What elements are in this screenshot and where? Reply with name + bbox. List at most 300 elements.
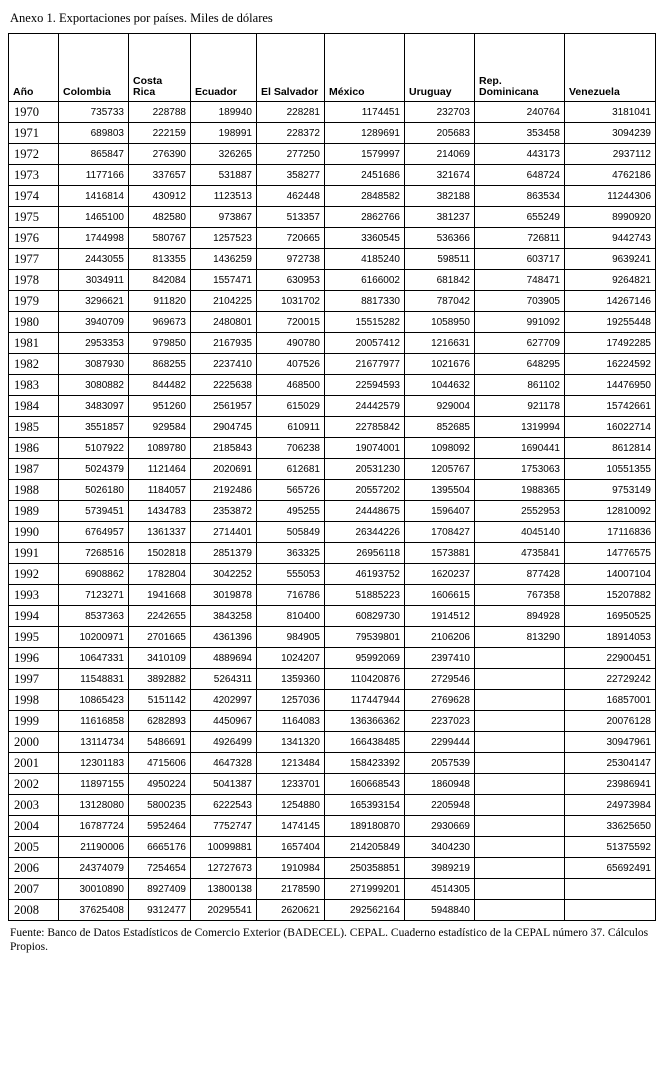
table-cell-value: 8927409 bbox=[129, 879, 191, 900]
table-cell-value: 9312477 bbox=[129, 900, 191, 921]
table-cell-value: 110420876 bbox=[325, 669, 405, 690]
table-cell-value: 1233701 bbox=[257, 774, 325, 795]
table-cell-value: 2397410 bbox=[405, 648, 475, 669]
table-cell-value: 10647331 bbox=[59, 648, 129, 669]
table-cell-value: 1341320 bbox=[257, 732, 325, 753]
table-cell-value: 2167935 bbox=[191, 333, 257, 354]
table-cell-value: 3019878 bbox=[191, 585, 257, 606]
table-cell-value: 2299444 bbox=[405, 732, 475, 753]
table-cell-value: 681842 bbox=[405, 270, 475, 291]
table-cell-value: 189940 bbox=[191, 102, 257, 123]
table-cell-year: 1983 bbox=[9, 375, 59, 396]
table-cell-value: 430912 bbox=[129, 186, 191, 207]
table-cell-value: 865847 bbox=[59, 144, 129, 165]
table-cell-value: 4185240 bbox=[325, 249, 405, 270]
table-cell-value: 292562164 bbox=[325, 900, 405, 921]
table-cell-value: 1177166 bbox=[59, 165, 129, 186]
table-cell-year: 1974 bbox=[9, 186, 59, 207]
source-note: Fuente: Banco de Datos Estadísticos de Comercio Exterior (BADECEL). CEPAL. Cuaderno estadístico de la CEPAL número 37. Cálculos Propios. bbox=[10, 927, 649, 953]
table-cell-value: 443173 bbox=[475, 144, 565, 165]
table-cell-value: 2480801 bbox=[191, 312, 257, 333]
table-cell-value: 5107922 bbox=[59, 438, 129, 459]
column-header-uruguay: Uruguay bbox=[405, 34, 475, 102]
table-body bbox=[9, 102, 656, 921]
table-row bbox=[9, 480, 656, 501]
table-cell-value: 726811 bbox=[475, 228, 565, 249]
table-cell-year: 1977 bbox=[9, 249, 59, 270]
table-cell-value: 973867 bbox=[191, 207, 257, 228]
table-cell-value: 381237 bbox=[405, 207, 475, 228]
table-cell-value: 842084 bbox=[129, 270, 191, 291]
table-cell-value: 11616858 bbox=[59, 711, 129, 732]
table-cell-year: 1979 bbox=[9, 291, 59, 312]
table-row bbox=[9, 543, 656, 564]
table-cell-year: 1984 bbox=[9, 396, 59, 417]
table-cell-value: 1465100 bbox=[59, 207, 129, 228]
table-row bbox=[9, 144, 656, 165]
table-cell-value: 7123271 bbox=[59, 585, 129, 606]
table-row bbox=[9, 186, 656, 207]
table-cell-value: 3087930 bbox=[59, 354, 129, 375]
table-cell-value: 11244306 bbox=[565, 186, 656, 207]
table-cell-value: 30010890 bbox=[59, 879, 129, 900]
table-cell-value: 8817330 bbox=[325, 291, 405, 312]
table-cell-value: 2192486 bbox=[191, 480, 257, 501]
table-cell-value: 14007104 bbox=[565, 564, 656, 585]
table-cell-value: 189180870 bbox=[325, 816, 405, 837]
table-cell-value: 844482 bbox=[129, 375, 191, 396]
table-cell-value bbox=[475, 837, 565, 858]
table-cell-value: 326265 bbox=[191, 144, 257, 165]
table-cell-value: 1216631 bbox=[405, 333, 475, 354]
table-row bbox=[9, 501, 656, 522]
table-cell-value: 863534 bbox=[475, 186, 565, 207]
table-cell-value: 1557471 bbox=[191, 270, 257, 291]
table-cell-value: 13800138 bbox=[191, 879, 257, 900]
table-cell-value: 3940709 bbox=[59, 312, 129, 333]
table-cell-value: 20295541 bbox=[191, 900, 257, 921]
table-cell-value bbox=[475, 774, 565, 795]
table-cell-value: 1121464 bbox=[129, 459, 191, 480]
table-cell-value: 706238 bbox=[257, 438, 325, 459]
table-cell-value: 7254654 bbox=[129, 858, 191, 879]
table-cell-value: 1436259 bbox=[191, 249, 257, 270]
table-cell-value: 198991 bbox=[191, 123, 257, 144]
table-cell-value bbox=[565, 879, 656, 900]
table-cell-value: 1184057 bbox=[129, 480, 191, 501]
table-cell-value: 1988365 bbox=[475, 480, 565, 501]
table-cell-value: 20531230 bbox=[325, 459, 405, 480]
table-cell-value: 4045140 bbox=[475, 522, 565, 543]
table-cell-value: 5024379 bbox=[59, 459, 129, 480]
table-cell-value: 4762186 bbox=[565, 165, 656, 186]
table-cell-value: 165393154 bbox=[325, 795, 405, 816]
table-cell-value: 3042252 bbox=[191, 564, 257, 585]
table-cell-value: 720015 bbox=[257, 312, 325, 333]
table-cell-value: 991092 bbox=[475, 312, 565, 333]
table-cell-value: 565726 bbox=[257, 480, 325, 501]
table-cell-value: 3181041 bbox=[565, 102, 656, 123]
table-cell-value: 5952464 bbox=[129, 816, 191, 837]
table-cell-value: 1319994 bbox=[475, 417, 565, 438]
table-row bbox=[9, 774, 656, 795]
table-cell-year: 1982 bbox=[9, 354, 59, 375]
column-header-rep-dominicana: Rep. Dominicana bbox=[475, 34, 565, 102]
table-cell-value: 1024207 bbox=[257, 648, 325, 669]
table-row bbox=[9, 879, 656, 900]
table-cell-value: 2620621 bbox=[257, 900, 325, 921]
table-cell-value: 2937112 bbox=[565, 144, 656, 165]
table-cell-value: 3094239 bbox=[565, 123, 656, 144]
table-row bbox=[9, 102, 656, 123]
table-cell-value: 407526 bbox=[257, 354, 325, 375]
table-cell-value: 13128080 bbox=[59, 795, 129, 816]
table-cell-value: 3551857 bbox=[59, 417, 129, 438]
table-cell-value: 2242655 bbox=[129, 606, 191, 627]
table-row bbox=[9, 900, 656, 921]
table-cell-value: 5026180 bbox=[59, 480, 129, 501]
table-cell-value: 20076128 bbox=[565, 711, 656, 732]
table-cell-value: 813355 bbox=[129, 249, 191, 270]
table-cell-value: 1606615 bbox=[405, 585, 475, 606]
table-cell-value bbox=[475, 753, 565, 774]
table-cell-value: 277250 bbox=[257, 144, 325, 165]
table-cell-value: 337657 bbox=[129, 165, 191, 186]
table-row bbox=[9, 690, 656, 711]
table-cell-year: 2006 bbox=[9, 858, 59, 879]
table-cell-value: 1914512 bbox=[405, 606, 475, 627]
table-cell-value: 1021676 bbox=[405, 354, 475, 375]
table-cell-value bbox=[475, 816, 565, 837]
table-cell-value: 1174451 bbox=[325, 102, 405, 123]
table-header bbox=[9, 34, 656, 102]
table-cell-value: 894928 bbox=[475, 606, 565, 627]
table-cell-value: 1359360 bbox=[257, 669, 325, 690]
table-cell-value: 969673 bbox=[129, 312, 191, 333]
table-cell-value: 16787724 bbox=[59, 816, 129, 837]
table-cell-value: 1690441 bbox=[475, 438, 565, 459]
table-cell-year: 1971 bbox=[9, 123, 59, 144]
table-cell-value bbox=[475, 795, 565, 816]
table-cell-value bbox=[475, 858, 565, 879]
table-cell-value: 14776575 bbox=[565, 543, 656, 564]
table-row bbox=[9, 858, 656, 879]
table-cell-value: 6166002 bbox=[325, 270, 405, 291]
table-cell-value: 9639241 bbox=[565, 249, 656, 270]
table-cell-value: 598511 bbox=[405, 249, 475, 270]
table-cell-value: 117447944 bbox=[325, 690, 405, 711]
table-cell-value: 2729546 bbox=[405, 669, 475, 690]
table-cell-value: 612681 bbox=[257, 459, 325, 480]
table-cell-value: 8990920 bbox=[565, 207, 656, 228]
table-cell-year: 1980 bbox=[9, 312, 59, 333]
table-cell-value: 6665176 bbox=[129, 837, 191, 858]
table-cell-value: 513357 bbox=[257, 207, 325, 228]
table-cell-value: 703905 bbox=[475, 291, 565, 312]
table-cell-value: 2205948 bbox=[405, 795, 475, 816]
table-cell-value: 60829730 bbox=[325, 606, 405, 627]
table-cell-value: 6222543 bbox=[191, 795, 257, 816]
table-cell-value: 852685 bbox=[405, 417, 475, 438]
table-cell-year: 2007 bbox=[9, 879, 59, 900]
table-cell-value: 240764 bbox=[475, 102, 565, 123]
table-cell-value: 19255448 bbox=[565, 312, 656, 333]
table-cell-value: 358277 bbox=[257, 165, 325, 186]
table-cell-value: 1753063 bbox=[475, 459, 565, 480]
table-cell-value: 10865423 bbox=[59, 690, 129, 711]
table-cell-value: 1044632 bbox=[405, 375, 475, 396]
table-cell-year: 2008 bbox=[9, 900, 59, 921]
table-cell-value: 16950525 bbox=[565, 606, 656, 627]
table-cell-value bbox=[475, 648, 565, 669]
table-cell-value bbox=[565, 900, 656, 921]
table-cell-value: 462448 bbox=[257, 186, 325, 207]
table-cell-value: 1573881 bbox=[405, 543, 475, 564]
table-cell-value: 1708427 bbox=[405, 522, 475, 543]
table-cell-year: 1976 bbox=[9, 228, 59, 249]
table-cell-value: 655249 bbox=[475, 207, 565, 228]
table-cell-value: 7268516 bbox=[59, 543, 129, 564]
table-cell-value: 1395504 bbox=[405, 480, 475, 501]
table-cell-value: 1205767 bbox=[405, 459, 475, 480]
table-cell-value: 1058950 bbox=[405, 312, 475, 333]
table-cell-value: 2701665 bbox=[129, 627, 191, 648]
table-row bbox=[9, 564, 656, 585]
table-row bbox=[9, 165, 656, 186]
table-cell-value: 24448675 bbox=[325, 501, 405, 522]
table-cell-value: 23986941 bbox=[565, 774, 656, 795]
table-cell-year: 1986 bbox=[9, 438, 59, 459]
table-cell-value: 30947961 bbox=[565, 732, 656, 753]
table-cell-value: 5264311 bbox=[191, 669, 257, 690]
table-cell-value: 6764957 bbox=[59, 522, 129, 543]
table-cell-year: 2005 bbox=[9, 837, 59, 858]
table-row bbox=[9, 627, 656, 648]
table-cell-value: 3360545 bbox=[325, 228, 405, 249]
table-cell-value: 929584 bbox=[129, 417, 191, 438]
table-cell-value: 3483097 bbox=[59, 396, 129, 417]
table-cell-value bbox=[475, 732, 565, 753]
table-cell-value: 2851379 bbox=[191, 543, 257, 564]
table-cell-value: 271999201 bbox=[325, 879, 405, 900]
table-cell-value: 65692491 bbox=[565, 858, 656, 879]
table-cell-year: 1992 bbox=[9, 564, 59, 585]
table-cell-value: 26956118 bbox=[325, 543, 405, 564]
table-cell-value: 250358851 bbox=[325, 858, 405, 879]
table-cell-value: 24973984 bbox=[565, 795, 656, 816]
table-cell-value: 8537363 bbox=[59, 606, 129, 627]
table-cell-value: 868255 bbox=[129, 354, 191, 375]
table-cell-value: 4950224 bbox=[129, 774, 191, 795]
table-cell-value: 1257523 bbox=[191, 228, 257, 249]
table-row bbox=[9, 585, 656, 606]
table-cell-value: 17492285 bbox=[565, 333, 656, 354]
table-cell-value: 21677977 bbox=[325, 354, 405, 375]
table-cell-value: 10551355 bbox=[565, 459, 656, 480]
table-cell-value: 2451686 bbox=[325, 165, 405, 186]
table-cell-value: 1474145 bbox=[257, 816, 325, 837]
table-row bbox=[9, 753, 656, 774]
table-row bbox=[9, 270, 656, 291]
table-cell-value: 37625408 bbox=[59, 900, 129, 921]
table-cell-value: 12810092 bbox=[565, 501, 656, 522]
table-cell-value: 2552953 bbox=[475, 501, 565, 522]
table-cell-value: 984905 bbox=[257, 627, 325, 648]
table-cell-value: 689803 bbox=[59, 123, 129, 144]
table-cell-value: 482580 bbox=[129, 207, 191, 228]
table-row bbox=[9, 291, 656, 312]
table-cell-value: 2769628 bbox=[405, 690, 475, 711]
table-cell-value: 15515282 bbox=[325, 312, 405, 333]
table-cell-value: 490780 bbox=[257, 333, 325, 354]
table-cell-value: 603717 bbox=[475, 249, 565, 270]
table-cell-year: 2004 bbox=[9, 816, 59, 837]
table-cell-value: 929004 bbox=[405, 396, 475, 417]
table-cell-value: 1860948 bbox=[405, 774, 475, 795]
table-cell-value: 1502818 bbox=[129, 543, 191, 564]
table-cell-value: 787042 bbox=[405, 291, 475, 312]
table-row bbox=[9, 207, 656, 228]
table-cell-value: 51375592 bbox=[565, 837, 656, 858]
table-cell-year: 1987 bbox=[9, 459, 59, 480]
table-cell-value: 1657404 bbox=[257, 837, 325, 858]
table-cell-value: 17116836 bbox=[565, 522, 656, 543]
column-header-colombia: Colombia bbox=[59, 34, 129, 102]
table-row bbox=[9, 333, 656, 354]
table-cell-value: 1782804 bbox=[129, 564, 191, 585]
table-cell-value: 2930669 bbox=[405, 816, 475, 837]
table-cell-year: 1999 bbox=[9, 711, 59, 732]
table-cell-year: 1993 bbox=[9, 585, 59, 606]
table-cell-value: 921178 bbox=[475, 396, 565, 417]
table-cell-value: 3080882 bbox=[59, 375, 129, 396]
table-cell-value: 2714401 bbox=[191, 522, 257, 543]
table-cell-value: 222159 bbox=[129, 123, 191, 144]
table-cell-value: 4202997 bbox=[191, 690, 257, 711]
table-cell-value: 214069 bbox=[405, 144, 475, 165]
table-cell-year: 2003 bbox=[9, 795, 59, 816]
table-cell-value: 648724 bbox=[475, 165, 565, 186]
table-row bbox=[9, 522, 656, 543]
table-cell-value: 4450967 bbox=[191, 711, 257, 732]
column-header-ecuador: Ecuador bbox=[191, 34, 257, 102]
table-cell-value: 11897155 bbox=[59, 774, 129, 795]
table-cell-value: 536366 bbox=[405, 228, 475, 249]
table-cell-value: 813290 bbox=[475, 627, 565, 648]
table-cell-value: 228281 bbox=[257, 102, 325, 123]
table-cell-value: 1910984 bbox=[257, 858, 325, 879]
column-header-el-salvador: El Salvador bbox=[257, 34, 325, 102]
table-cell-value: 382188 bbox=[405, 186, 475, 207]
table-cell-value: 4647328 bbox=[191, 753, 257, 774]
table-cell-value: 232703 bbox=[405, 102, 475, 123]
table-cell-value: 21190006 bbox=[59, 837, 129, 858]
table-cell-value: 26344226 bbox=[325, 522, 405, 543]
table-row bbox=[9, 375, 656, 396]
table-cell-value: 2178590 bbox=[257, 879, 325, 900]
table-cell-value: 7752747 bbox=[191, 816, 257, 837]
table-cell-value: 321674 bbox=[405, 165, 475, 186]
table-cell-value: 22729242 bbox=[565, 669, 656, 690]
table-cell-value: 648295 bbox=[475, 354, 565, 375]
table-cell-year: 2002 bbox=[9, 774, 59, 795]
table-cell-value: 2848582 bbox=[325, 186, 405, 207]
table-cell-value: 2953353 bbox=[59, 333, 129, 354]
table-cell-year: 1996 bbox=[9, 648, 59, 669]
table-cell-value: 5151142 bbox=[129, 690, 191, 711]
table-cell-value: 2904745 bbox=[191, 417, 257, 438]
table-cell-value: 214205849 bbox=[325, 837, 405, 858]
table-cell-value: 877428 bbox=[475, 564, 565, 585]
table-cell-value: 12301183 bbox=[59, 753, 129, 774]
table-cell-year: 1972 bbox=[9, 144, 59, 165]
table-header-row bbox=[9, 34, 656, 102]
table-cell-value: 136366362 bbox=[325, 711, 405, 732]
table-cell-value: 1257036 bbox=[257, 690, 325, 711]
table-cell-value: 2225638 bbox=[191, 375, 257, 396]
table-cell-value: 8612814 bbox=[565, 438, 656, 459]
table-cell-year: 1981 bbox=[9, 333, 59, 354]
table-cell-value: 1164083 bbox=[257, 711, 325, 732]
table-cell-value: 16022714 bbox=[565, 417, 656, 438]
table-cell-value bbox=[475, 690, 565, 711]
table-cell-year: 2000 bbox=[9, 732, 59, 753]
table-cell-value: 3892882 bbox=[129, 669, 191, 690]
table-cell-value: 627709 bbox=[475, 333, 565, 354]
table-cell-year: 1978 bbox=[9, 270, 59, 291]
table-cell-value: 33625650 bbox=[565, 816, 656, 837]
table-cell-value: 363325 bbox=[257, 543, 325, 564]
table-cell-value: 2237410 bbox=[191, 354, 257, 375]
table-cell-value: 9753149 bbox=[565, 480, 656, 501]
table-cell-value: 2104225 bbox=[191, 291, 257, 312]
table-cell-value: 1620237 bbox=[405, 564, 475, 585]
column-header-venezuela: Venezuela bbox=[565, 34, 656, 102]
table-cell-value: 10200971 bbox=[59, 627, 129, 648]
table-cell-value: 2185843 bbox=[191, 438, 257, 459]
table-cell-value bbox=[475, 711, 565, 732]
table-cell-value: 228372 bbox=[257, 123, 325, 144]
table-row bbox=[9, 711, 656, 732]
table-cell-value: 14476950 bbox=[565, 375, 656, 396]
table-row bbox=[9, 669, 656, 690]
table-cell-value: 18914053 bbox=[565, 627, 656, 648]
table-cell-value: 911820 bbox=[129, 291, 191, 312]
table-cell-year: 1994 bbox=[9, 606, 59, 627]
table-cell-value: 353458 bbox=[475, 123, 565, 144]
table-row bbox=[9, 816, 656, 837]
table-cell-value: 16224592 bbox=[565, 354, 656, 375]
table-cell-value: 5041387 bbox=[191, 774, 257, 795]
table-cell-value: 276390 bbox=[129, 144, 191, 165]
table-cell-value: 13114734 bbox=[59, 732, 129, 753]
table-cell-value: 5948840 bbox=[405, 900, 475, 921]
table-cell-value: 4514305 bbox=[405, 879, 475, 900]
table-row bbox=[9, 459, 656, 480]
table-cell-value: 2353872 bbox=[191, 501, 257, 522]
table-cell-value: 4361396 bbox=[191, 627, 257, 648]
table-cell-value: 1123513 bbox=[191, 186, 257, 207]
table-cell-year: 1988 bbox=[9, 480, 59, 501]
table-cell-value: 19074001 bbox=[325, 438, 405, 459]
table-row bbox=[9, 249, 656, 270]
table-row bbox=[9, 732, 656, 753]
table-cell-value: 1098092 bbox=[405, 438, 475, 459]
table-cell-value: 555053 bbox=[257, 564, 325, 585]
table-cell-value: 748471 bbox=[475, 270, 565, 291]
table-cell-value: 6282893 bbox=[129, 711, 191, 732]
table-cell-value: 2106206 bbox=[405, 627, 475, 648]
